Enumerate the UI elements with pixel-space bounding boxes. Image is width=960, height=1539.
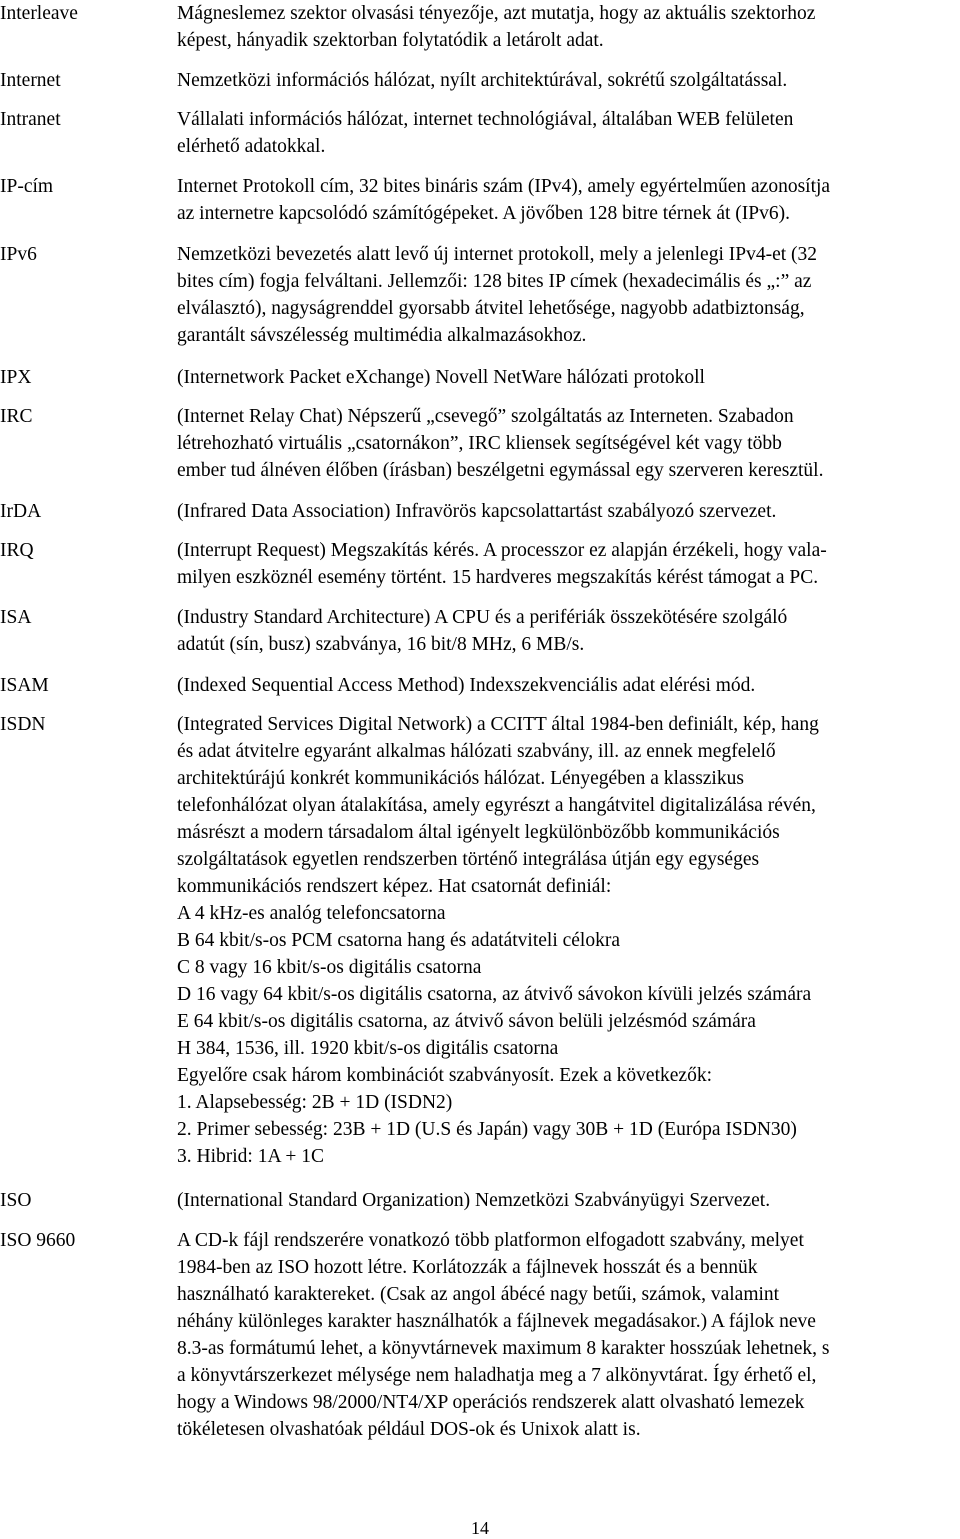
definition-line: H 384, 1536, ill. 1920 kbit/s-os digitális csatorna — [177, 1038, 559, 1059]
definition-line: 1984-ben az ISO hozott létre. Korlátozzák a fájlnevek hosszát és a bennük — [177, 1257, 758, 1278]
definition-line: Egyelőre csak három kombinációt szabványosít. Ezek a következők: — [177, 1065, 712, 1086]
definition-line: szolgáltatások egyetlen rendszerben történő integrálása útján egy egységes — [177, 849, 760, 870]
definition-line: 1. Alapsebesség: 2B + 1D (ISDN2) — [177, 1092, 453, 1113]
glossary-definition — [177, 1227, 957, 1443]
glossary-term: IRQ — [0, 540, 34, 561]
glossary-term: IPv6 — [0, 244, 37, 265]
glossary-term: ISA — [0, 607, 32, 628]
glossary-term: Intranet — [0, 109, 61, 130]
definition-line: telefonhálózat olyan átalakítása, amely egyrészt a hangátvitel digitalizálása révén, — [177, 795, 816, 816]
definition-line: létrehozható virtuális „csatornákon”, IRC kliensek segítségével két vagy több — [177, 433, 782, 454]
glossary-term: IPX — [0, 367, 32, 388]
definition-line: (Interrupt Request) Megszakítás kérés. A processzor ez alapján érzékeli, hogy vala- — [177, 540, 827, 561]
page-number: 14 — [471, 1518, 489, 1538]
definition-line: (Infrared Data Association) Infravörös kapcsolattartást szabályozó szervezet. — [177, 501, 777, 522]
glossary-definition — [177, 672, 957, 699]
definition-line: néhány különleges karakter használhatók a fájlnevek megadásakor.) A fájlok neve — [177, 1311, 816, 1332]
definition-line: Nemzetközi bevezetés alatt levő új internet protokoll, mely a jelenlegi IPv4-et (32 — [177, 244, 818, 265]
definition-line: adatút (sín, busz) szabványa, 16 bit/8 MHz, 6 MB/s. — [177, 634, 585, 655]
definition-line: Vállalati információs hálózat, internet technológiával, általában WEB felületen — [177, 109, 794, 130]
definition-line: Internet Protokoll cím, 32 bites bináris szám (IPv4), amely egyértelműen azonosítja — [177, 176, 831, 197]
definition-line: bites cím) fogja felváltani. Jellemzői: 128 bites IP címek (hexadecimális és „:” az — [177, 271, 812, 292]
definition-line: 2. Primer sebesség: 23B + 1D (U.S és Japán) vagy 30B + 1D (Európa ISDN30) — [177, 1119, 797, 1140]
glossary-definition — [177, 604, 957, 658]
definition-line: E 64 kbit/s-os digitális csatorna, az átvivő sávon belüli jelzésmód számára — [177, 1011, 756, 1032]
glossary-term: IrDA — [0, 501, 42, 522]
definition-line: D 16 vagy 64 kbit/s-os digitális csatorna, az átvivő sávokon kívüli jelzés számára — [177, 984, 812, 1005]
definition-line: (Indexed Sequential Access Method) Indexszekvenciális adat elérési mód. — [177, 675, 756, 696]
definition-line: C 8 vagy 16 kbit/s-os digitális csatorna — [177, 957, 482, 978]
definition-line: 3. Hibrid: 1A + 1C — [177, 1146, 324, 1167]
definition-line: (International Standard Organization) Nemzetközi Szabványügyi Szervezet. — [177, 1190, 771, 1211]
definition-line: elválasztó), nagyságrenddel gyorsabb átvitel lehetősége, nagyobb adatbiztonság, — [177, 298, 805, 319]
glossary-definition — [177, 711, 957, 1170]
glossary-term: ISDN — [0, 714, 46, 735]
definition-line: (Integrated Services Digital Network) a CCITT által 1984-ben definiált, kép, hang — [177, 714, 819, 735]
definition-line: garantált sávszélesség multimédia alkalmazásokhoz. — [177, 325, 587, 346]
glossary-term: IP-cím — [0, 176, 54, 197]
glossary-definition — [177, 106, 957, 160]
definition-line: a könyvtárszerkezet mélysége nem haladhatja meg a 7 alkönyvtárat. Így érhető el, — [177, 1365, 817, 1386]
glossary-definition — [177, 537, 957, 591]
definition-line: elérhető adatokkal. — [177, 136, 326, 157]
definition-line: hogy a Windows 98/2000/NT4/XP operációs rendszerek alatt olvasható lemezek — [177, 1392, 805, 1413]
glossary-definition — [177, 364, 957, 391]
definition-line: Nemzetközi információs hálózat, nyílt architektúrával, sokrétű szolgáltatással. — [177, 70, 788, 91]
definition-line: kommunikációs rendszert képez. Hat csatornát definiál: — [177, 876, 612, 897]
glossary-definition — [177, 1187, 957, 1214]
definition-line: tökéletesen olvashatóak például DOS-ok és Unixok alatt is. — [177, 1419, 641, 1440]
definition-line: (Internetwork Packet eXchange) Novell NetWare hálózati protokoll — [177, 367, 705, 388]
glossary-term: Interleave — [0, 3, 78, 24]
glossary-definition — [177, 67, 957, 94]
definition-line: A CD-k fájl rendszerére vonatkozó több platformon elfogadott szabvány, melyet — [177, 1230, 804, 1251]
glossary-term: ISO — [0, 1190, 32, 1211]
definition-line: 8.3-as formátumú lehet, a könyvtárnevek maximum 8 karakter hosszúak lehetnek, s — [177, 1338, 830, 1359]
glossary-term: ISO 9660 — [0, 1230, 76, 1251]
glossary-definition — [177, 498, 957, 525]
definition-line: ember tud álnéven élőben (írásban) beszélgetni egymással egy szerveren keresztül. — [177, 460, 824, 481]
definition-line: az internetre kapcsolódó számítógépeket. A jövőben 128 bitre térnek át (IPv6). — [177, 203, 790, 224]
glossary-definition — [177, 403, 957, 484]
definition-line: (Internet Relay Chat) Népszerű „csevegő” szolgáltatás az Interneten. Szabadon — [177, 406, 794, 427]
glossary-definition — [177, 173, 957, 227]
definition-line: és adat átvitelre egyaránt alkalmas hálózati szabvány, ill. az ennek megfelelő — [177, 741, 776, 762]
definition-line: másrészt a modern társadalom által igényelt legkülönbözőbb kommunikációs — [177, 822, 780, 843]
glossary-term: IRC — [0, 406, 33, 427]
glossary-term: ISAM — [0, 675, 49, 696]
glossary-definition — [177, 241, 957, 349]
definition-line: B 64 kbit/s-os PCM csatorna hang és adatátviteli célokra — [177, 930, 620, 951]
definition-line: képest, hányadik szektorban folytatódik a letárolt adat. — [177, 30, 604, 51]
glossary-definition — [177, 0, 957, 54]
glossary-term: Internet — [0, 70, 61, 91]
definition-line: architektúrájú konkrét kommunikációs hálózat. Lényegében a klasszikus — [177, 768, 744, 789]
definition-line: A 4 kHz-es analóg telefoncsatorna — [177, 903, 446, 924]
definition-line: (Industry Standard Architecture) A CPU és a perifériák összekötésére szolgáló — [177, 607, 788, 628]
definition-line: használható karaktereket. (Csak az angol ábécé nagy betűi, számok, valamint — [177, 1284, 780, 1305]
definition-line: milyen eszköznél esemény történt. 15 hardveres megszakítás kérést támogat a PC. — [177, 567, 819, 588]
definition-line: Mágneslemez szektor olvasási tényezője, azt mutatja, hogy az aktuális szektorhoz — [177, 3, 816, 24]
